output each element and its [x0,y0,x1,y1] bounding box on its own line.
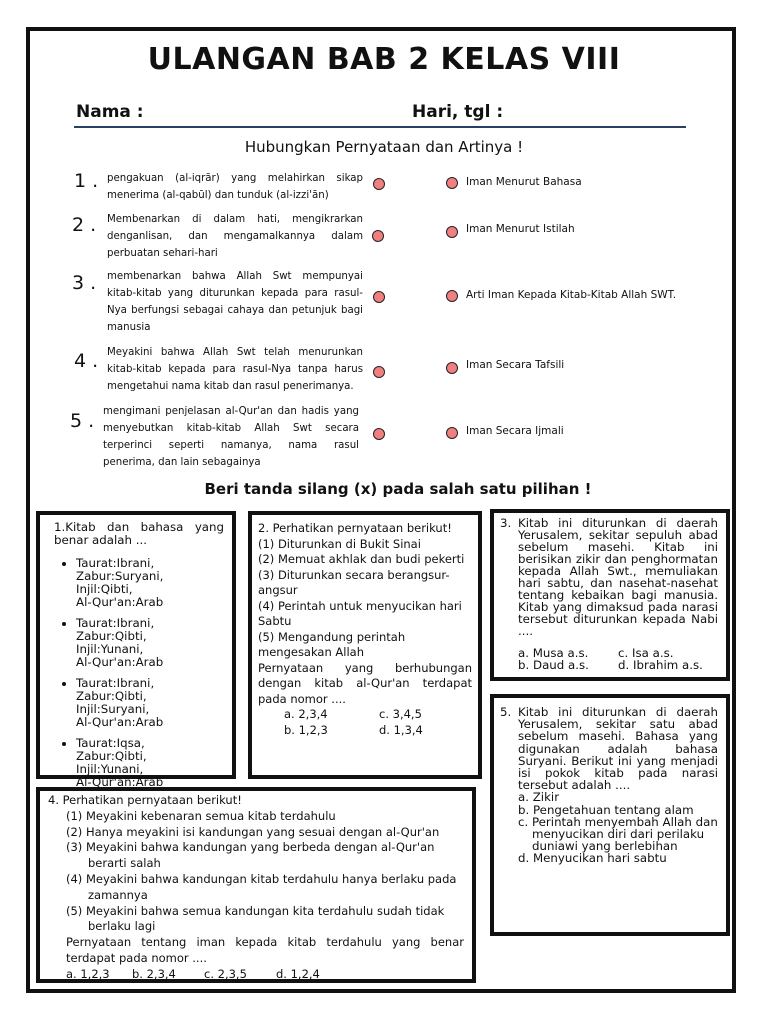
match-statement: Meyakini bahwa Allah Swt telah menurunkan kitab-kitab kepada para rasul-Nya tanpa harus mengetahui nama kitab dan rasul penerimanya. [107,347,363,392]
header-underline [74,126,686,128]
match-dot-right[interactable] [446,362,458,374]
option-b[interactable]: b. 1,2,3 [284,722,328,737]
option[interactable]: a. Zikir [518,790,560,805]
option-c[interactable]: c. 3,4,5 [379,707,422,721]
statement-item: (4) Perintah untuk menyucikan hari Sabtu [258,598,462,628]
match-number: 4 . [74,350,99,372]
match-dot-right[interactable] [446,226,458,238]
match-answer: Iman Secara Ijmali [466,425,564,437]
option[interactable]: b. Pengetahuan tentang alam [518,802,694,817]
option-a[interactable]: a. 2,3,4 [284,707,328,721]
option-a[interactable]: a. Musa a.s. [518,646,589,660]
match-number: 2 . [72,214,97,236]
question-4-stem: 4. Perhatikan pernyataan berikut! [48,793,242,807]
option[interactable]: • Taurat:Iqsa, Zabur:Qibti, Injil:Yunani, Al-Qur'an:Arab [76,737,224,789]
question-4-box [36,787,476,983]
option[interactable]: • Taurat:Ibrani, Zabur:Qibti, Injil:Yunani, Al-Qur'an:Arab [76,617,224,669]
option-a[interactable]: a. 1,2,3 [66,966,110,981]
statement-item: (1) Diturunkan di Bukit Sinai [258,536,421,551]
section1-title: Hubungkan Pernyataan dan Artinya ! [244,138,524,156]
statement-item: (2) Memuat akhlak dan budi pekerti [258,552,465,566]
option-d[interactable]: d. 1,2,4 [276,966,320,981]
question-5-number: 5. [500,705,512,719]
match-number: 3 . [72,272,97,294]
statement-item: (2) Hanya meyakini isi kandungan yang sesuai dengan al-Qur'an [66,824,440,839]
match-answer: Iman Menurut Bahasa [466,176,582,188]
statement-item: (4) Meyakini bahwa kandungan kitab terdahulu hanya berlaku pada zamannya [66,871,457,902]
match-dot-right[interactable] [446,290,458,302]
nama-label: Nama : [76,102,144,122]
option[interactable]: c. Perintah menyembah Allah dan menyucikan diri dari perilaku duniawi yang berlebihan [518,814,718,854]
question-2-box [248,511,482,779]
statement-item: (5) Meyakini bahwa semua kandungan kita terdahulu sudah tidak berlaku lagi [66,903,445,934]
match-statement: mengimani penjelasan al-Qur'an dan hadis yang menyebutkan kitab-kitab Allah Swt secara terperinci seperti namanya, nama rasul penerima, dan lain sebagainya [103,406,359,468]
question-5-box [490,694,730,936]
option-c[interactable]: c. 2,3,5 [204,966,247,981]
question-3-number: 3. [500,516,512,530]
match-dot-left[interactable] [372,230,384,242]
question-1-box [36,511,236,789]
option[interactable]: • Taurat:Ibrani, Zabur:Suryani, Injil:Qibti, Al-Qur'an:Arab [76,557,224,609]
statement-item: (5) Mengandung perintah mengesakan Allah [258,629,406,659]
statement-item: (1) Meyakini kebenaran semua kitab terdahulu [66,808,336,823]
match-number: 1 . [74,170,99,192]
question-3-text: Kitab ini diturunkan di daerah Yerusalem, sekitar sepuluh abad sebelum masehi. Kitab ini berisikan zikir dan penghormatan kepada Allah Swt., memuliakan hari sabtu, dan nasehat-nasehat tentang kebaikan bagi manusia. Kitab yang dimaksud pada narasi tersebut diturunkan kepada Nabi .... [518,516,718,638]
option-c[interactable]: c. Isa a.s. [618,646,674,660]
question-4-question: Pernyataan tentang iman kepada kitab terdahulu yang benar terdapat pada nomor .... [66,935,464,965]
question-1-stem: 1.Kitab dan bahasa yang benar adalah ... [54,520,224,547]
match-statement: pengakuan (al-iqrār) yang melahirkan sikap menerima (al-qabūl) dan tunduk (al-izzi'ān) [107,173,363,201]
option[interactable]: • Taurat:Ibrani, Zabur:Qibti, Injil:Suryani, Al-Qur'an:Arab [76,677,224,729]
match-dot-left[interactable] [373,291,385,303]
match-answer: Iman Secara Tafsili [466,359,565,371]
match-dot-left[interactable] [373,428,385,440]
question-3-box [490,509,730,681]
match-statement: membenarkan bahwa Allah Swt mempunyai kitab-kitab yang diturunkan kepada para rasul-Nya berfungsi sebagai cahaya dan petunjuk bagi manusia [107,271,363,333]
option-d[interactable]: d. 1,3,4 [379,722,423,737]
option-d[interactable]: d. Ibrahim a.s. [618,658,703,672]
match-dot-left[interactable] [373,178,385,190]
section2-title: Beri tanda silang (x) pada salah satu pilihan ! [204,480,592,498]
match-answer: Iman Menurut Istilah [466,223,575,235]
page-title: ULANGAN BAB 2 KELAS VIII [147,42,621,77]
match-dot-right[interactable] [446,177,458,189]
match-answer: Arti Iman Kepada Kitab-Kitab Allah SWT. [466,289,677,301]
match-number: 5 . [70,410,95,432]
statement-item: (3) Meyakini bahwa kandungan yang berbeda dengan al-Qur'an berarti salah [66,840,435,871]
option-b[interactable]: b. 2,3,4 [132,966,176,981]
question-2-question: Pernyataan yang berhubungan dengan kitab al-Qur'an terdapat pada nomor .... [258,660,472,706]
question-1-options [54,557,224,789]
match-dot-left[interactable] [373,366,385,378]
option[interactable]: d. Menyucikan hari sabtu [518,851,667,866]
match-statement: Membenarkan di dalam hati, mengikrarkan denganlisan, dan mengamalkannya dalam perbuatan sehari-hari [107,214,363,259]
question-5-text: Kitab ini diturunkan di daerah Yerusalem, sekitar satu abad sebelum masehi. Bahasa yang digunakan adalah bahasa Suryani. Berikut ini yang menjadi isi pokok kitab pada narasi tersebut adalah .... [518,705,718,793]
match-dot-right[interactable] [446,427,458,439]
hari-label: Hari, tgl : [412,102,504,122]
statement-item: (3) Diturunkan secara berangsur-angsur [258,567,450,597]
option-b[interactable]: b. Daud a.s. [518,658,589,672]
question-2-stem: 2. Perhatikan pernyataan berikut! [258,521,452,535]
